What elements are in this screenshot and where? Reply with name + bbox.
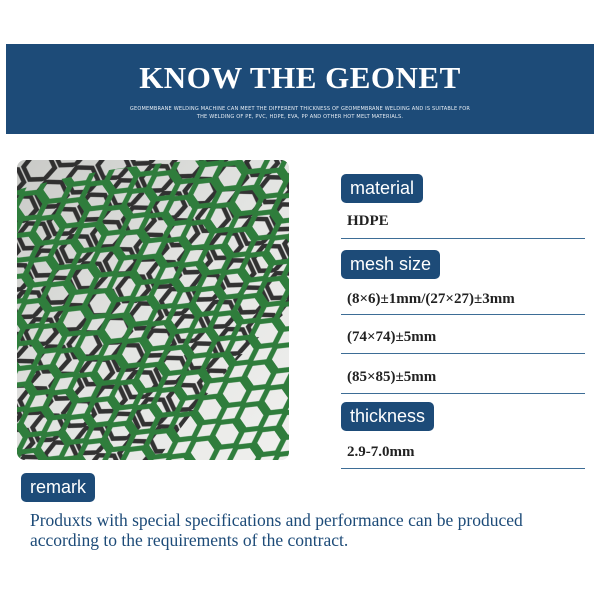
material-divider	[341, 238, 585, 239]
mesh-size-value-1: (8×6)±1mm/(27×27)±3mm	[347, 291, 515, 307]
mesh-divider-1	[341, 314, 585, 315]
remark-text: Produxts with special specifications and performance can be produced according to the requirements of the contract.	[30, 510, 523, 550]
header-banner	[6, 44, 594, 134]
mesh-divider-3	[341, 393, 585, 394]
geonet-photo	[17, 160, 289, 460]
thickness-value: 2.9-7.0mm	[347, 444, 415, 460]
material-value: HDPE	[347, 213, 389, 229]
thickness-label: thickness	[341, 402, 434, 431]
thickness-divider	[341, 468, 585, 469]
mesh-size-label: mesh size	[341, 250, 440, 279]
mesh-divider-2	[341, 353, 585, 354]
mesh-size-value-3: (85×85)±5mm	[347, 369, 437, 385]
banner-subtitle: GEOMEMBRANE WELDING MACHINE CAN MEET THE DIFFERENT THICKNESS OF GEOMEMBRANE WELDING AND IS SUITABLE FOR THE WELDING OF PE, PVC, HDPE, EVA, PP AND OTHER HOT MELT MATERIALS.	[129, 106, 471, 120]
banner-title: KNOW THE GEONET	[139, 60, 461, 95]
material-label: material	[341, 174, 423, 203]
remark-label: remark	[21, 473, 95, 502]
mesh-size-value-2: (74×74)±5mm	[347, 329, 437, 345]
